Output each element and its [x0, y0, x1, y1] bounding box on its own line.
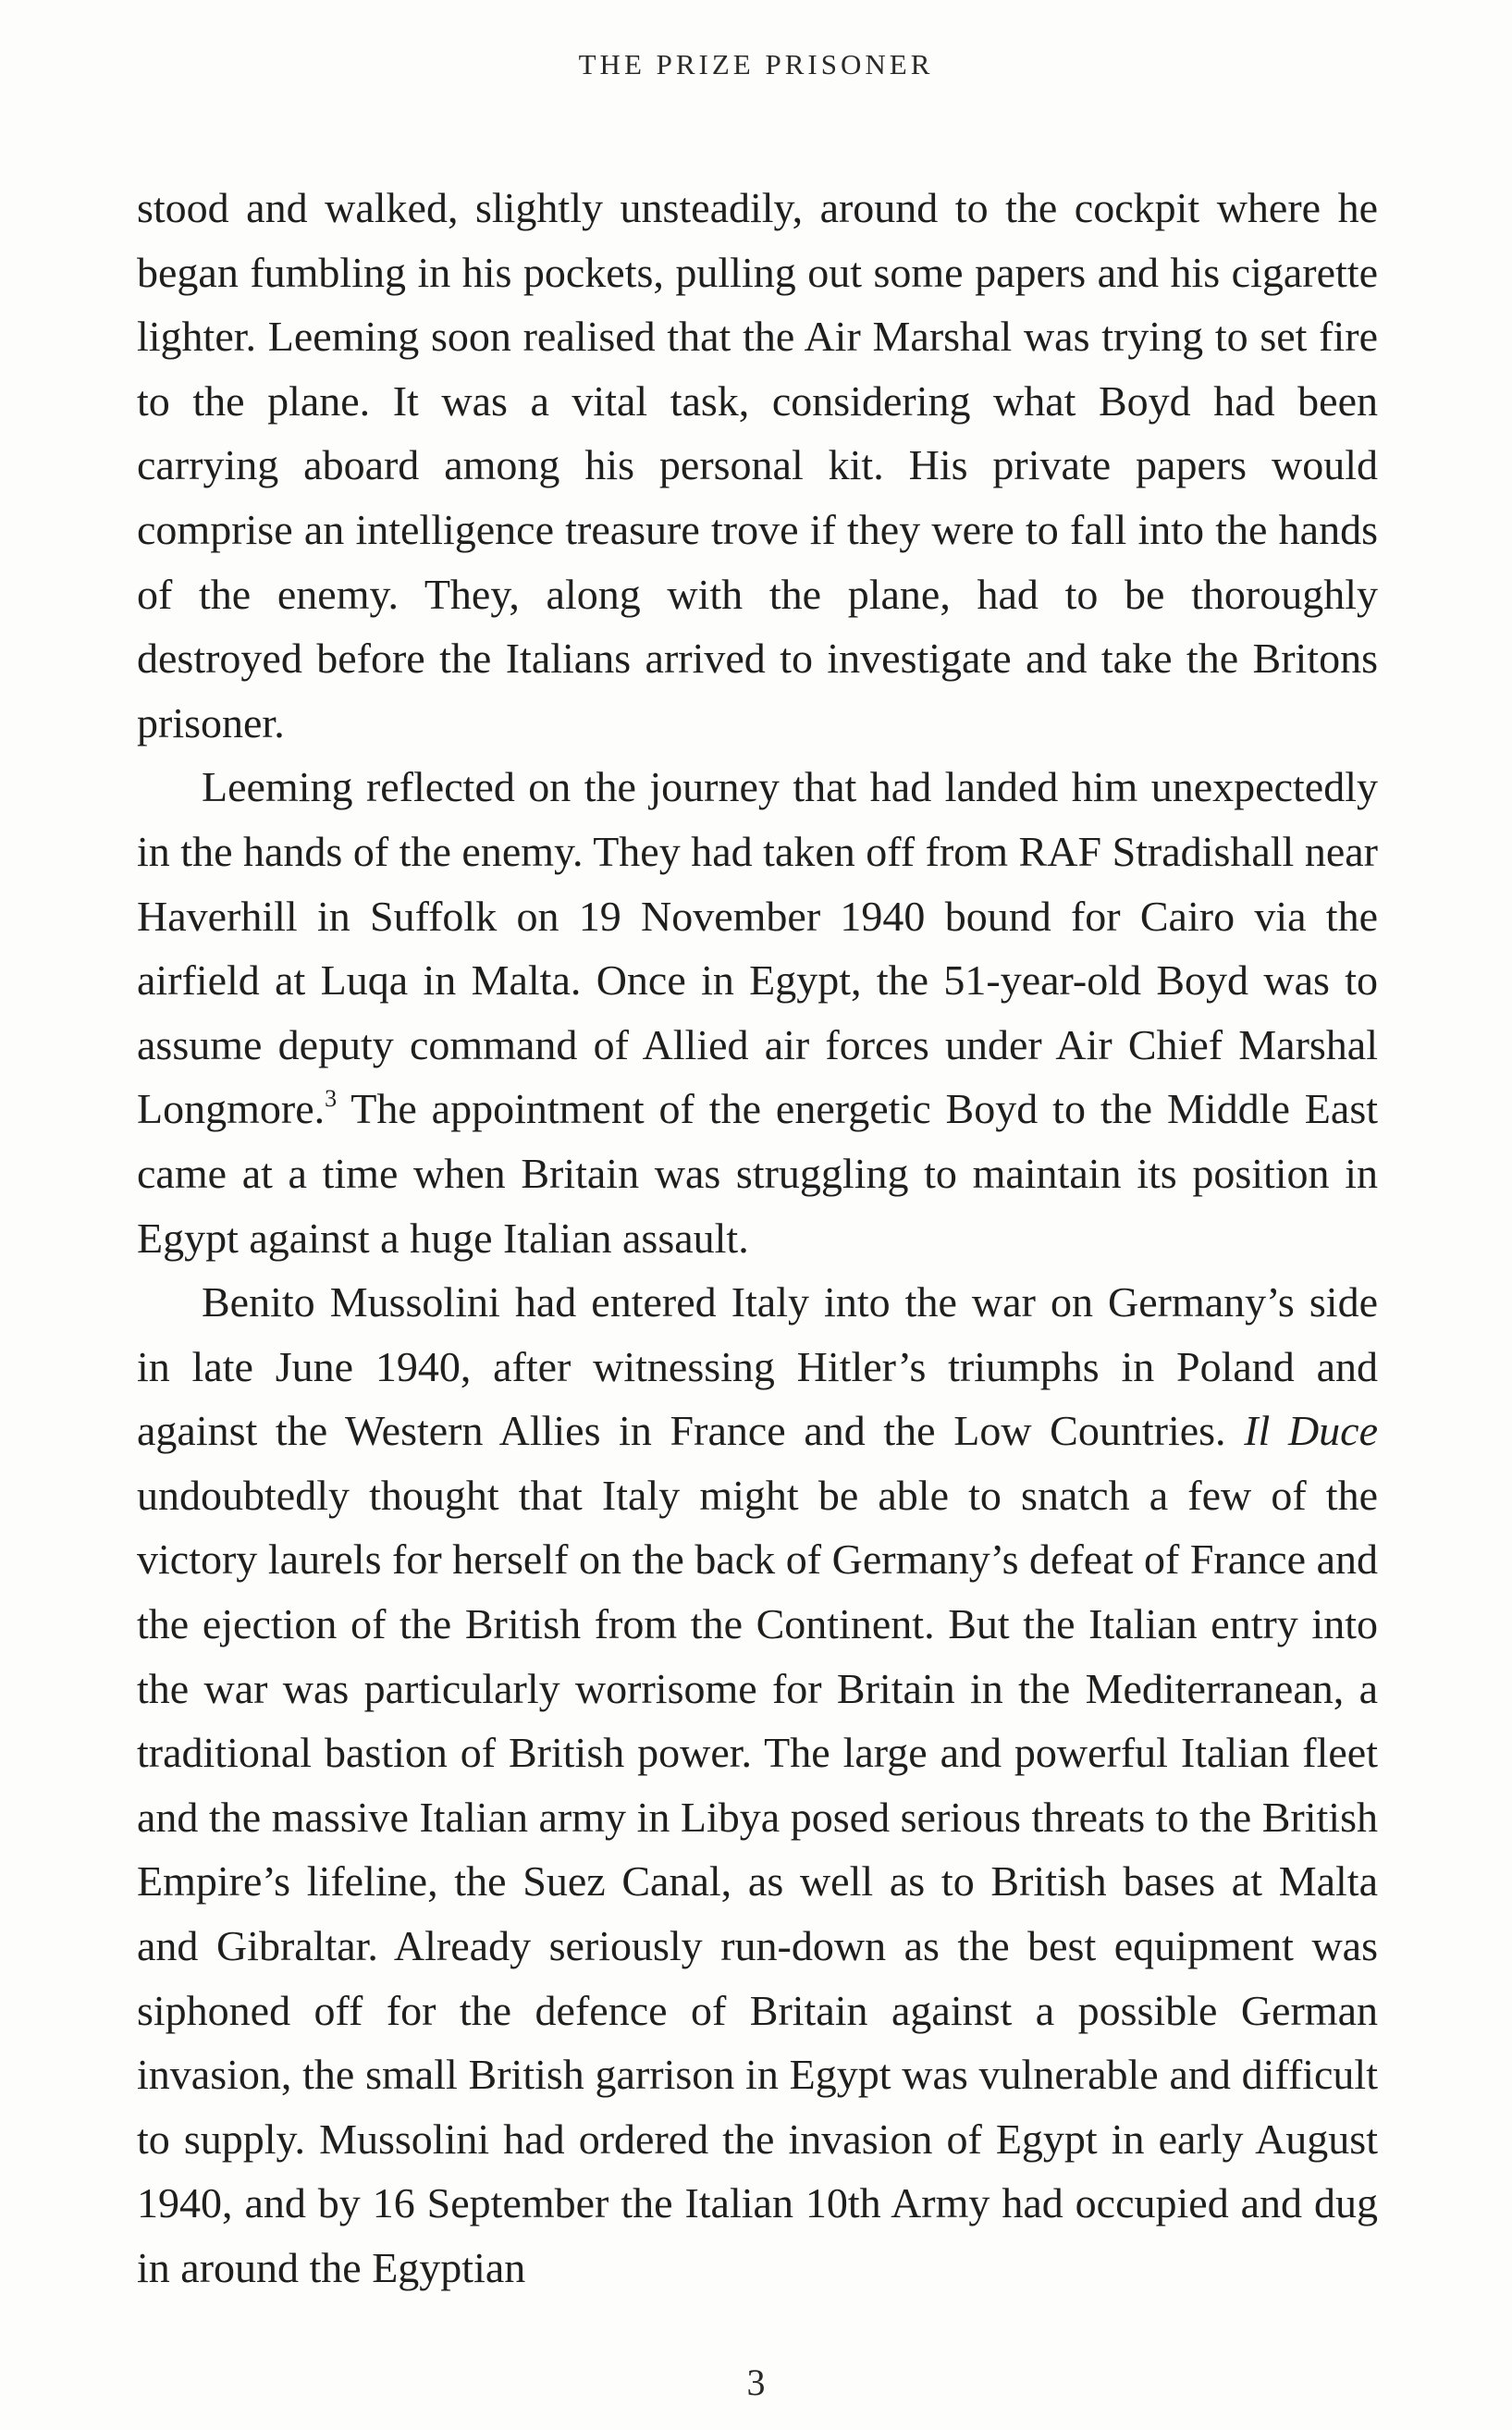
paragraph-3-text-after-italic: undoubtedly thought that Italy might be able to snatch a few of the victory laurels for herself on the back of Germany’s defeat of France and the ejection of the British from the Continent. But the Italian entry into the war was particularly worrisome for Britain in the Mediterranean, a traditional bastion of British power. The large and powerful Italian fleet and the massive Italian army in Libya posed serious threats to the British Empire’s lifeline, the Suez Canal, as well as to British bases at Malta and Gibraltar. Already seriously run-down as the best equipment was siphoned off for the defence of Britain against a possible German invasion, the small British garrison in Egypt was vulnerable and difficult to supply. Mussolini had ordered the invasion of Egypt in early August 1940, and by 16 September the Italian 10th Army had occupied and dug in around the Egyptian [137, 1471, 1378, 2291]
footnote-reference: 3 [325, 1085, 338, 1113]
paragraph-3 [137, 1270, 1378, 2300]
paragraph-2-text-after-note: The appointment of the energetic Boyd to the Middle East came at a time when Britain was struggling to maintain its position in Egypt against a huge Italian assault. [137, 1085, 1378, 1262]
body-text [137, 176, 1378, 2300]
page-number: 3 [746, 2362, 766, 2403]
italic-term: Il Duce [1244, 1407, 1378, 1455]
paragraph-2 [137, 755, 1378, 1270]
paragraph-1: stood and walked, slightly unsteadily, around to the cockpit where he began fumbling in his pockets, pulling out some papers and his cigarette lighter. Leeming soon realised that the Air Marshal was trying to set fire to the plane. It was a vital task, considering what Boyd had been carrying aboard among his personal kit. His private papers would comprise an intelligence treasure trove if they were to fall into the hands of the enemy. They, along with the plane, had to be thoroughly destroyed before the Italians arrived to investigate and take the Britons prisoner. [137, 184, 1378, 746]
running-head: THE PRIZE PRISONER [578, 48, 934, 80]
paragraph-3-text-before-italic: Benito Mussolini had entered Italy into the war on Germany’s side in late June 1940, after witnessing Hitler’s triumphs in Poland and against the Western Allies in France and the Low Countries. [137, 1278, 1378, 1455]
paragraph-2-text-before-note: Leeming reflected on the journey that had landed him unexpectedly in the hands of the enemy. They had taken off from RAF Stradishall near Haverhill in Suffolk on 19 November 1940 bound for Cairo via the airfield at Luqa in Malta. Once in Egypt, the 51-year-old Boyd was to assume deputy command of Allied air forces under Air Chief Marshal Longmore. [137, 763, 1378, 1133]
